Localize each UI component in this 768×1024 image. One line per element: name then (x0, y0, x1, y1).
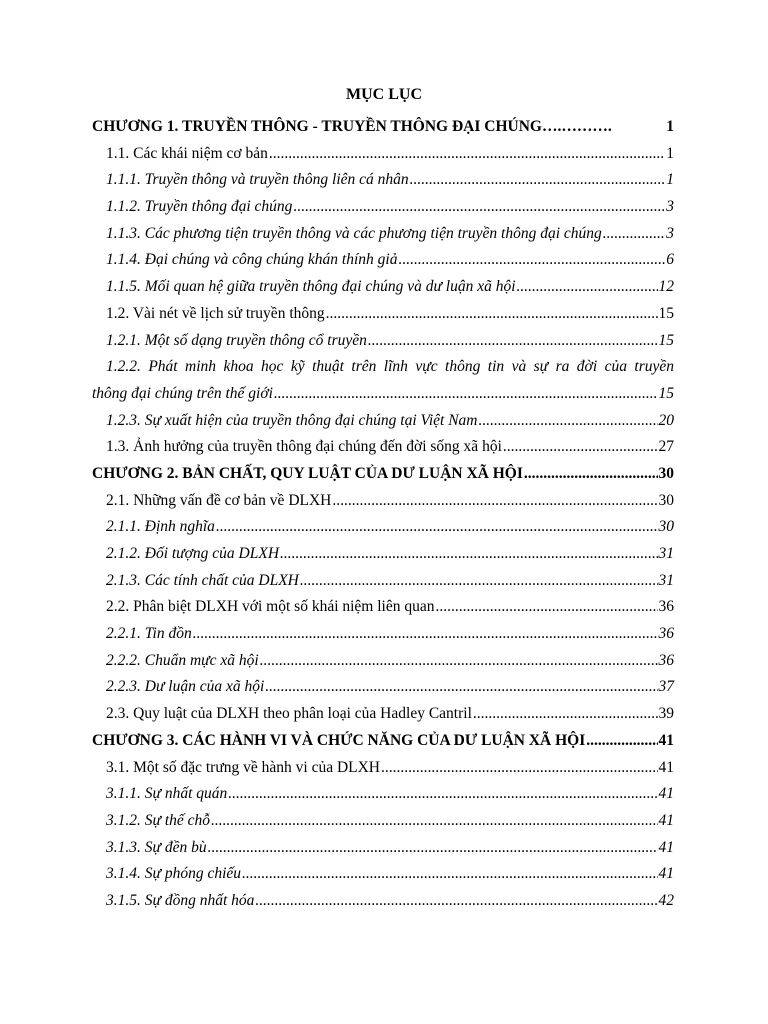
toc-entry[interactable] (92, 648, 674, 675)
dot-leader (255, 888, 657, 915)
toc-entry[interactable] (92, 621, 674, 648)
toc-entry-label: 3.1.3. Sự đền bù (106, 838, 207, 856)
toc-entry-page-number: 15 (658, 331, 674, 349)
dot-leader (274, 381, 658, 408)
toc-entry[interactable] (92, 674, 674, 701)
dot-leader (242, 861, 657, 888)
toc-title: MỤC LỤC (346, 86, 422, 103)
toc-entry-label: 2.1.1. Định nghĩa (106, 518, 215, 536)
toc-entry-label: 1.1. Các khái niệm cơ bản (106, 144, 268, 162)
toc-entry[interactable] (92, 514, 674, 541)
toc-entry-page-number: 41 (658, 838, 674, 856)
toc-entry-page-number: 30 (658, 518, 674, 536)
toc-entry[interactable] (92, 301, 674, 328)
toc-entry-page-number: 1 (666, 144, 674, 162)
dot-leader (479, 408, 658, 435)
toc-entry-page-number: 42 (658, 891, 674, 909)
toc-entry-page-number: 39 (658, 705, 674, 723)
toc-entry[interactable] (92, 141, 674, 168)
toc-entry-page-number: 41 (658, 758, 674, 776)
toc-entry-page-number: 3 (666, 198, 674, 216)
toc-entry[interactable] (92, 781, 674, 808)
toc-entry-label: CHƯƠNG 1. TRUYỀN THÔNG - TRUYỀN THÔNG ĐẠI CHÚNG (92, 118, 542, 135)
toc-entry-page-number: 41 (658, 785, 674, 803)
toc-entry-label-line1: 1.2.2. Phát minh khoa học kỹ thuật trên lĩnh vực thông tin và sự ra đời của truyền (106, 358, 674, 376)
toc-entry-label: CHƯƠNG 3. CÁC HÀNH VI VÀ CHỨC NĂNG CỦA DƯ LUẬN XÃ HỘI (92, 731, 586, 749)
toc-entry[interactable] (92, 728, 674, 755)
toc-entry[interactable] (92, 381, 674, 408)
toc-entry[interactable] (92, 701, 674, 728)
toc-entry-page-number: 30 (658, 464, 674, 482)
toc-entry-page-number: 41 (658, 731, 674, 749)
dot-leader (260, 648, 658, 675)
toc-entry-label: 1.1.3. Các phương tiện truyền thông và các phương tiện truyền thông đại chúng (106, 224, 602, 242)
dot-leader (603, 221, 665, 248)
dot-leader (300, 568, 658, 595)
toc-entry-label: 3.1. Một số đặc trưng về hành vi của DLXH (106, 758, 380, 776)
toc-entry[interactable] (92, 755, 674, 782)
dot-leader (228, 781, 657, 808)
toc-entry-label: 2.1.2. Đối tượng của DLXH (106, 545, 280, 562)
toc-entry-page-number: 15 (658, 304, 674, 322)
toc-entry[interactable] (92, 114, 674, 141)
toc-entry-label: 1.2.1. Một số dạng truyền thông cổ truyền (106, 331, 367, 349)
toc-entry[interactable] (92, 247, 674, 274)
dot-leader (586, 728, 657, 755)
toc-entry-label: 2.1. Những vấn đề cơ bản về DLXH (106, 491, 332, 509)
toc-entry[interactable] (92, 488, 674, 515)
toc-entry[interactable] (92, 808, 674, 835)
toc-entry-label: 1.1.2. Truyền thông đại chúng (106, 198, 293, 216)
toc-entry[interactable] (92, 835, 674, 862)
toc-entry[interactable] (92, 408, 674, 435)
toc-entry[interactable] (92, 541, 674, 568)
dot-leader (524, 461, 658, 488)
toc-entry-label: 3.1.2. Sự thế chỗ (106, 811, 211, 829)
dot-leader (269, 141, 665, 168)
toc-entry-label: 2.2.2. Chuẩn mực xã hội (106, 651, 259, 669)
dot-leader (326, 301, 658, 328)
toc-entry[interactable] (92, 194, 674, 221)
dot-leader (381, 755, 658, 782)
toc-entry-page-number: 41 (658, 811, 674, 829)
toc-entry-label: 1.3. Ảnh hưởng của truyền thông đại chúng đến đời sống xã hội (106, 438, 502, 456)
toc-entry[interactable] (92, 594, 674, 621)
dot-leader (398, 247, 665, 274)
toc-entry-page-number: 12 (658, 278, 674, 296)
dot-leader (436, 594, 658, 621)
toc-entry-page-number: 37 (658, 678, 674, 696)
toc-entry-page-number: 31 (658, 545, 674, 562)
toc-entry[interactable] (92, 221, 674, 248)
toc-entry[interactable] (92, 328, 674, 355)
toc-entry-label: 1.1.1. Truyền thông và truyền thông liên cá nhân (106, 171, 409, 189)
toc-entry-label: 1.2. Vài nét về lịch sử truyền thông (106, 304, 325, 322)
toc-entry[interactable] (92, 434, 674, 461)
dot-leader (503, 434, 658, 461)
toc-entry-page-number: 27 (658, 438, 674, 456)
toc-entry-page-number: 1 (666, 171, 674, 189)
toc-entry-page-number: 6 (666, 251, 674, 269)
dot-leader (473, 701, 658, 728)
toc-entry-label: 2.2.3. Dư luận của xã hội (106, 678, 265, 696)
toc-entry-page-number: 30 (658, 491, 674, 509)
toc-entry[interactable] (92, 461, 674, 488)
dot-leader (211, 808, 657, 835)
toc-entry-page-number: 31 (658, 571, 674, 589)
dot-leader (193, 621, 658, 648)
toc-entry-page-number: 36 (658, 625, 674, 643)
toc-entry-label: 3.1.1. Sự nhất quán (106, 785, 228, 803)
toc-entry-label: 3.1.5. Sự đồng nhất hóa (106, 891, 255, 909)
toc-entry-page-number: 15 (658, 384, 674, 402)
toc-entry-label: thông đại chúng trên thế giới (92, 384, 273, 402)
toc-entry-label: 3.1.4. Sự phóng chiếu (106, 865, 242, 883)
dot-leader (368, 328, 658, 355)
dot-leader (265, 674, 657, 701)
toc-entry-label: 2.2. Phân biệt DLXH với một số khái niệm liên quan (106, 598, 435, 616)
dot-leader (280, 541, 657, 568)
toc-entry-page-number: 36 (658, 651, 674, 669)
toc-entry-label: CHƯƠNG 2. BẢN CHẤT, QUY LUẬT CỦA DƯ LUẬN XÃ HỘI (92, 464, 523, 482)
table-of-contents (92, 114, 674, 915)
toc-entry[interactable] (92, 861, 674, 888)
toc-entry-label: 2.1.3. Các tính chất của DLXH (106, 571, 299, 589)
dot-leader (216, 514, 658, 541)
dot-leader (410, 167, 666, 194)
toc-entry[interactable] (92, 274, 674, 301)
toc-entry-label: 1.1.5. Mối quan hệ giữa truyền thông đại chúng và dư luận xã hội (106, 278, 516, 296)
toc-entry[interactable] (92, 167, 674, 194)
toc-entry-page-number: 20 (658, 411, 674, 429)
toc-entry-label: 2.3. Quy luật của DLXH theo phân loại của Hadley Cantril (106, 705, 472, 723)
toc-entry-page-number: 36 (658, 598, 674, 616)
toc-entry-page-number: 3 (666, 224, 674, 242)
toc-entry-custom-leader: ….………. (541, 118, 612, 135)
toc-entry-label: 1.2.3. Sự xuất hiện của truyền thông đại chúng tại Việt Nam (106, 411, 478, 429)
dot-leader (208, 835, 658, 862)
dot-leader (293, 194, 665, 221)
toc-entry[interactable] (92, 568, 674, 595)
toc-entry-page-number: 1 (666, 118, 674, 135)
toc-entry-page-number: 41 (658, 865, 674, 883)
toc-entry[interactable] (92, 888, 674, 915)
dot-leader (517, 274, 658, 301)
toc-entry-label: 2.2.1. Tin đồn (106, 625, 192, 643)
dot-leader (332, 488, 657, 515)
toc-entry-label: 1.1.4. Đại chúng và công chúng khán thính giả (106, 251, 398, 269)
